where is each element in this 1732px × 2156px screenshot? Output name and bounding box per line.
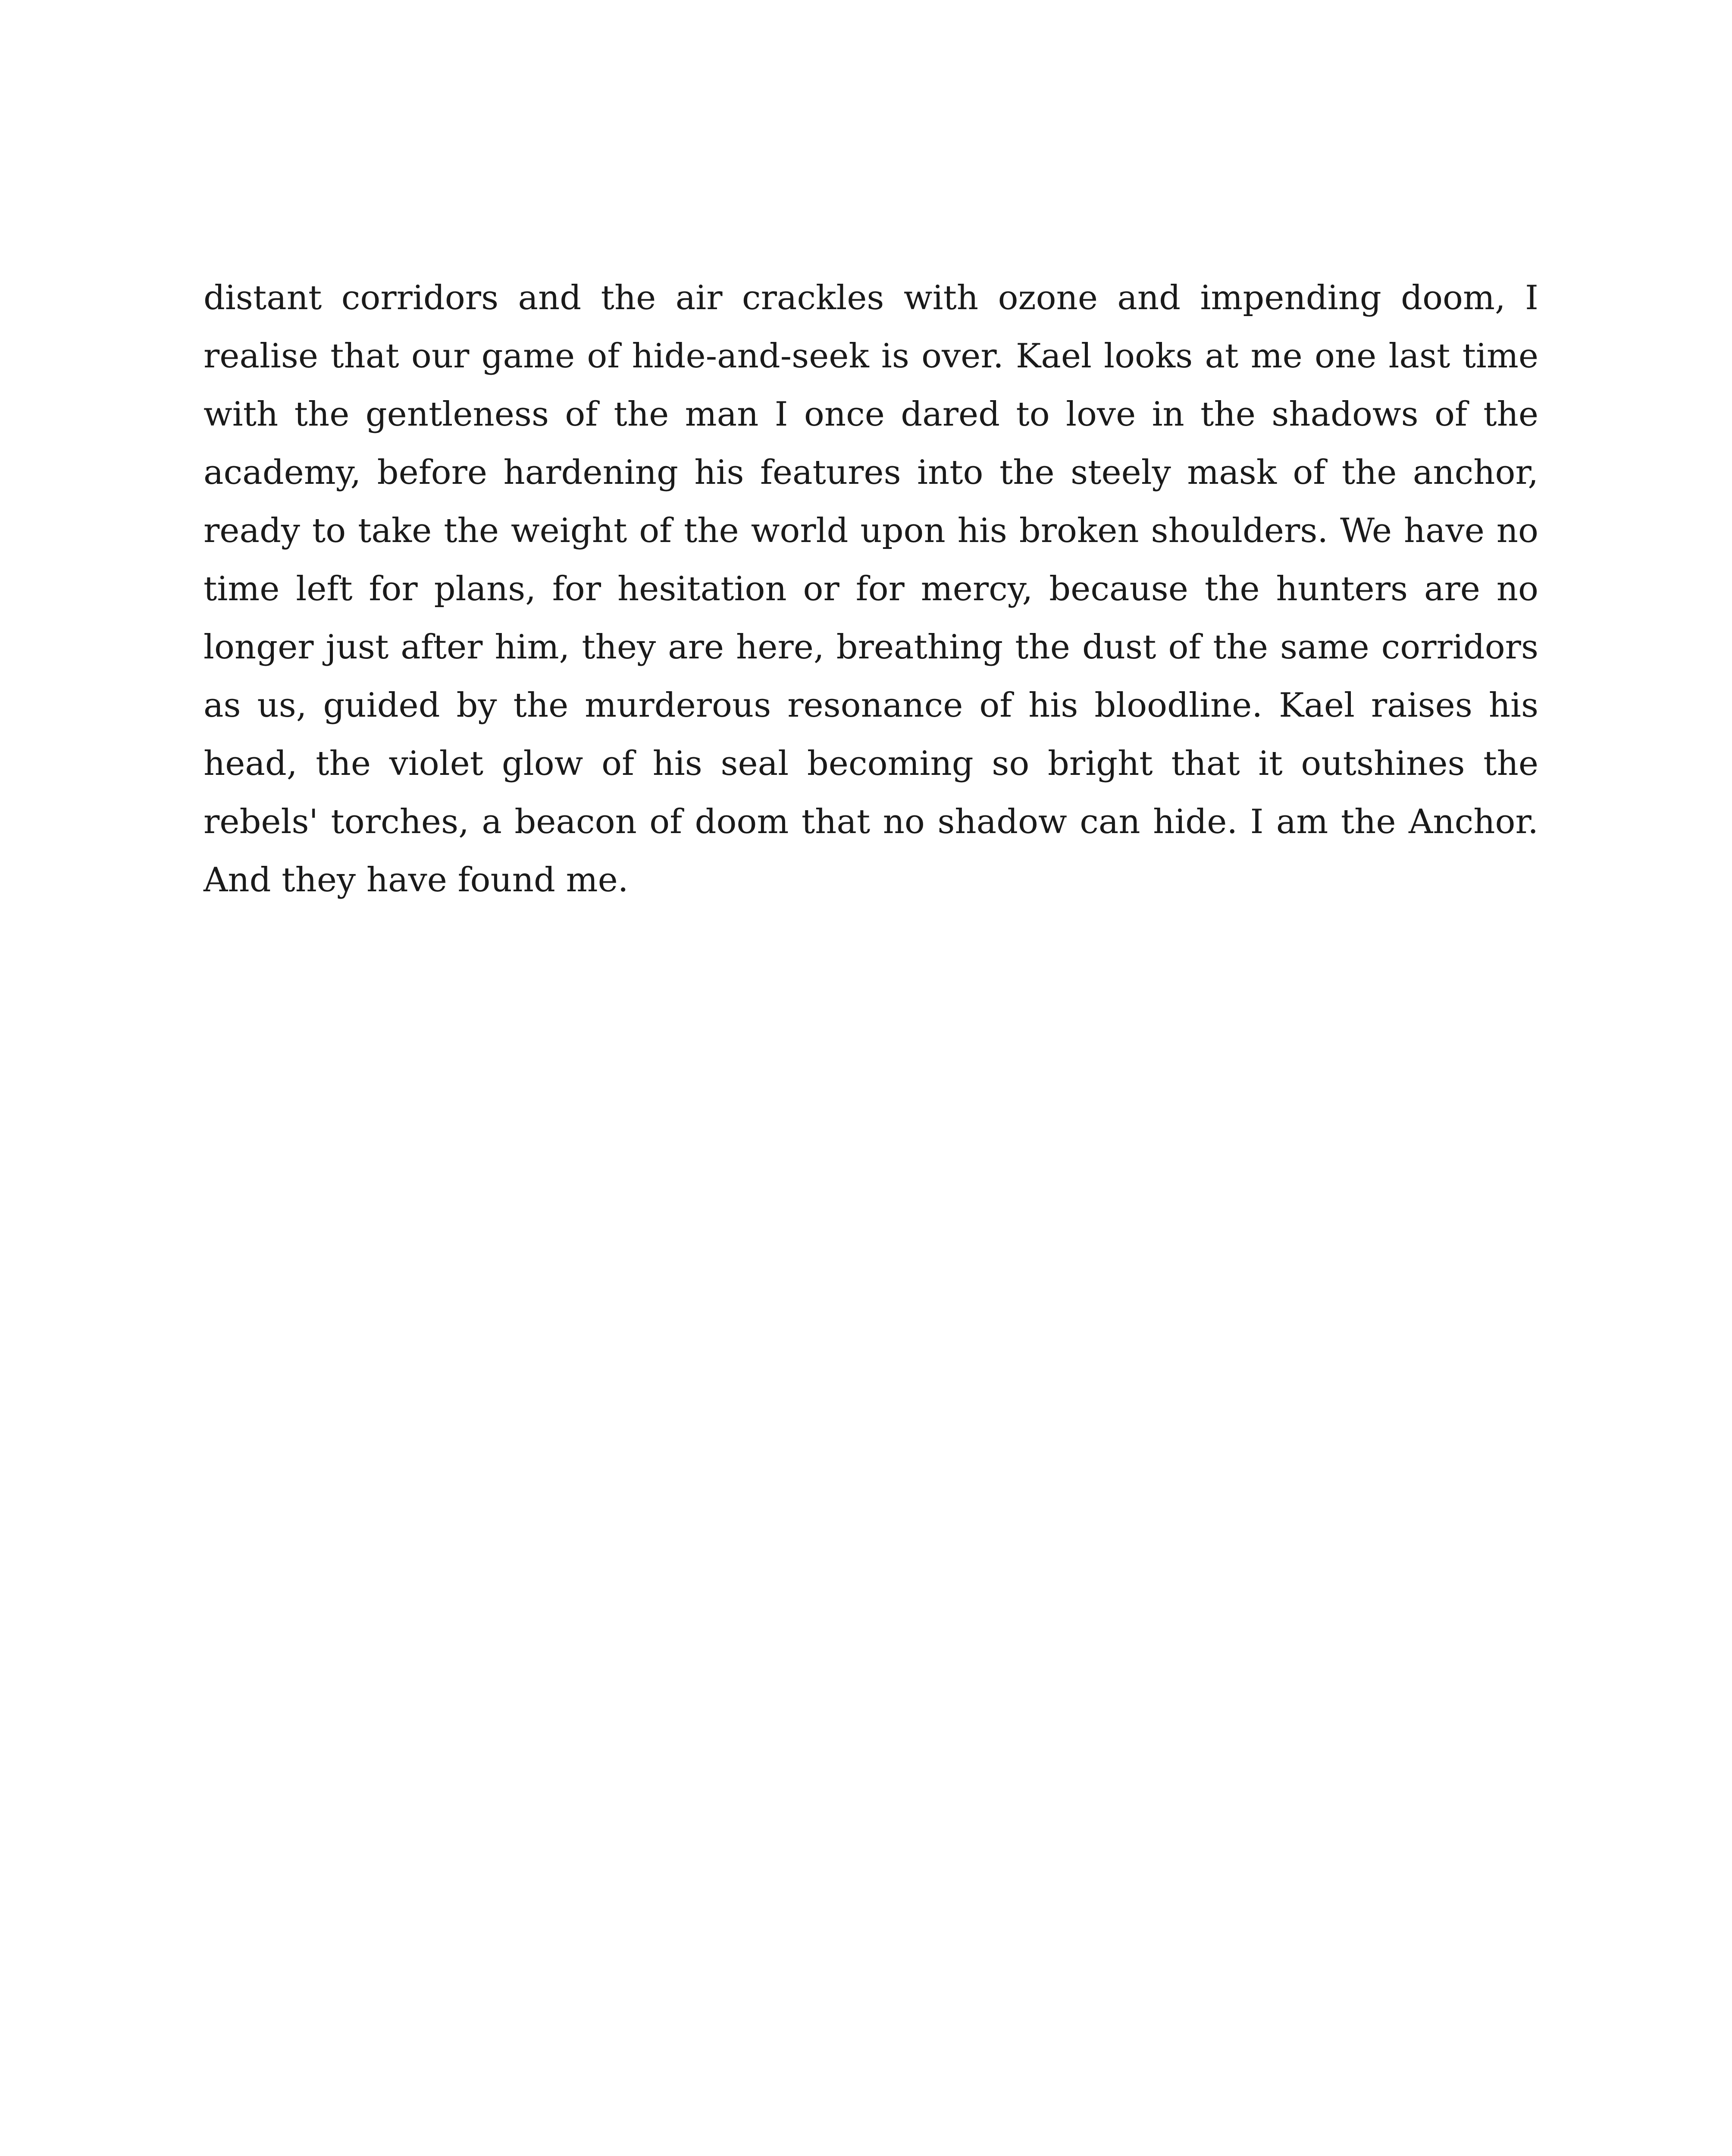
body-paragraph: distant corridors and the air crackles with ozone and impending doom, I realise that our game of hide-and-seek is over. Kael looks at me one last time with the gentleness of the man I once dared to love in the shadows of the academy, before hardening his features into the steely mask of the anchor, ready to take the weight of the world upon his broken shoulders. We have no time left for plans, for hesitation or for mercy, because the hunters are no longer just after him, they are here, breathing the dust of the same corridors as us, guided by the murderous resonance of his bloodline. Kael raises his head, the violet glow of his seal becoming so bright that it outshines the rebels' torches, a beacon of doom that no shadow can hide. I am the Anchor. And they have found me. [204,279,1538,899]
